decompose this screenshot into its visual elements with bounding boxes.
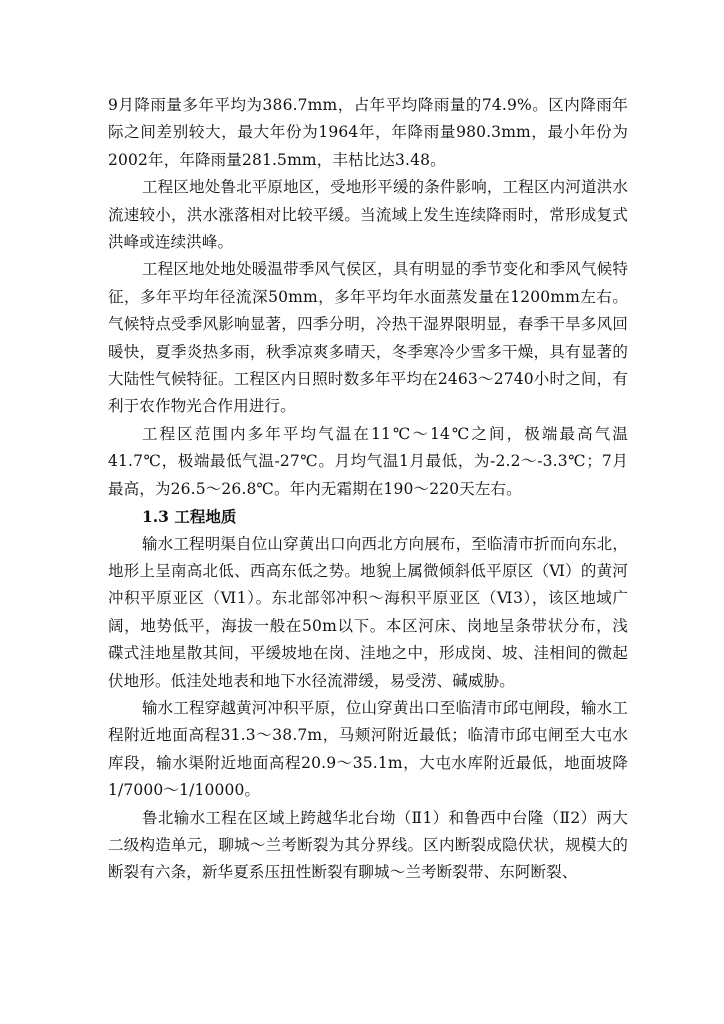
paragraph-landform: 输水工程明渠自位山穿黄出口向西北方向展布，至临清市折而向东北，地形上呈南高北低、西高东低之势。地貌上属微倾斜低平原区（Ⅵ）的黄河冲积平原亚区（Ⅵ1）。东北部邻冲积～海积平原亚区（Ⅵ3），该区地域广阔，地势低平，海拔一般在50m以下。本区河床、岗地呈条带状分布，浅碟式洼地星散其间，平缓坡地在岗、洼地之中，形成岗、坡、洼相间的微起伏地形。低洼处地表和地下水径流滞缓，易受涝、碱威胁。 <box>108 534 628 690</box>
paragraph-tectonics: 鲁北输水工程在区域上跨越华北台坳（Ⅱ1）和鲁西中台隆（Ⅱ2）两大二级构造单元，聊城～兰考断裂为其分界线。区内断裂成隐伏状，规模大的断裂有六条，新华夏系压扭性断裂有聊城～兰考断裂带、东阿断裂、 <box>108 808 628 882</box>
document-body <box>108 92 628 887</box>
paragraph-climate: 工程区地处地处暖温带季风气侯区，具有明显的季节变化和季风气候特征，多年平均年径流深50mm，多年平均年水面蒸发量在1200mm左右。气候特点受季风影响显著，四季分明，冷热干湿界限明显，春季干旱多风回暖快，夏季炎热多雨，秋季凉爽多晴天，冬季寒冷少雪多干燥，具有显著的大陆性气候特征。工程区内日照时数多年平均在2463～2740小时之间，有利于农作物光合作用进行。 <box>108 260 628 416</box>
section-heading-engineering-geology: 1.3 工程地质 <box>142 507 237 527</box>
paragraph-elevation: 输水工程穿越黄河冲积平原，位山穿黄出口至临清市邱屯闸段，输水工程附近地面高程31.3～38.7m，马颊河附近最低；临清市邱屯闸至大屯水库段，输水渠附近地面高程20.9～35.1m，大屯水库附近最低，地面坡降1/7000～1/10000。 <box>108 698 628 800</box>
paragraph-temperature: 工程区范围内多年平均气温在11℃～14℃之间，极端最高气温41.7℃，极端最低气温-27℃。月均气温1月最低，为-2.2～-3.3℃；7月最高，为26.5～26.8℃。年内无霜期在190～220天左右。 <box>108 424 628 498</box>
paragraph-rainfall-continuation: 9月降雨量多年平均为386.7mm，占年平均降雨量的74.9%。区内降雨年际之间差别较大，最大年份为1964年，年降雨量980.3mm，最小年份为2002年，年降雨量281.5mm，丰枯比达3.48。 <box>108 96 628 169</box>
paragraph-flood-characteristics: 工程区地处鲁北平原地区，受地形平缓的条件影响，工程区内河道洪水流速较小，洪水涨落相对比较平缓。当流域上发生连续降雨时，常形成复式洪峰或连续洪峰。 <box>108 178 628 252</box>
